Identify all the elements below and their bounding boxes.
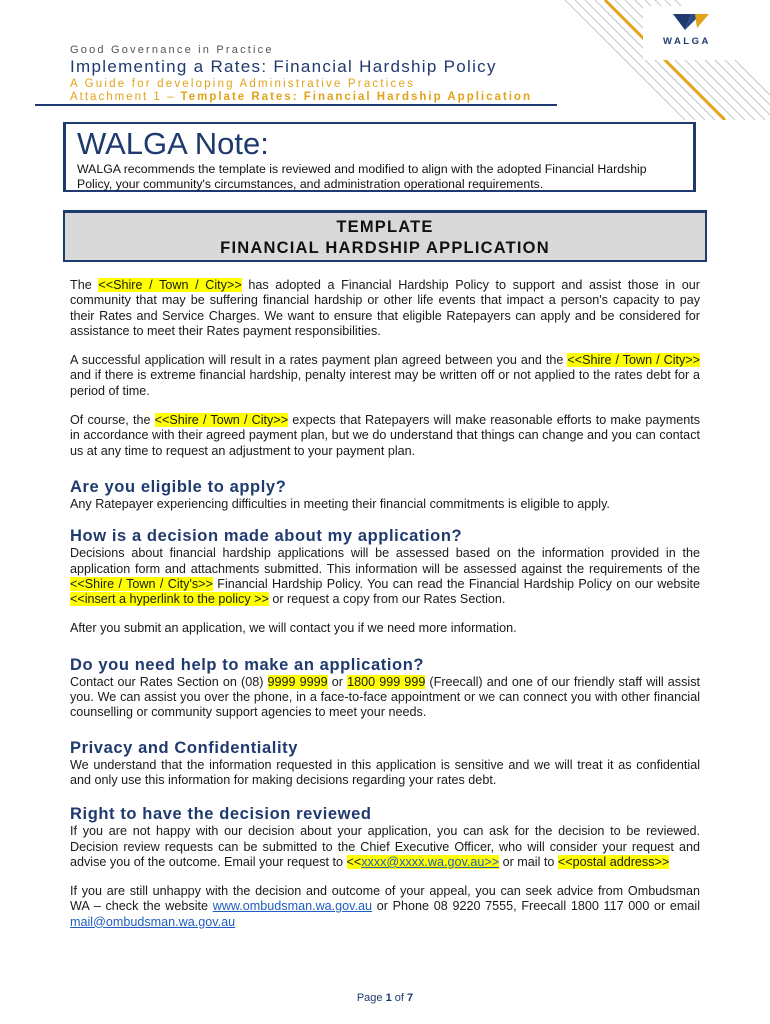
template-form-title: FINANCIAL HARDSHIP APPLICATION [220, 239, 550, 257]
header-rule [35, 104, 557, 106]
section-heading-review: Right to have the decision reviewed [70, 805, 372, 824]
section-heading-decision: How is a decision made about my application? [70, 527, 463, 546]
attachment-title: Template Rates: Financial Hardship Application [180, 91, 532, 103]
attachment-line [70, 91, 557, 103]
freecall-placeholder: 1800 999 999 [347, 674, 426, 689]
intro-paragraph-3: Of course, the <<Shire / Town / City>> expects that Ratepayers will make reasonable efforts to make payments in accordance with their agreed payment plan, but we do understand that things can change and you can contact us at any time to request an adjustment to your payment plan. [70, 413, 700, 458]
ombudsman-email-link[interactable]: mail@ombudsman.wa.gov.au [70, 914, 236, 929]
ombudsman-paragraph: If you are still unhappy with the decision and outcome of your appeal, you can seek advice from Ombudsman WA – check the website www.ombudsman.wa.gov.au or Phone 08 9220 7555, Freecall 1800 117 000 or email mail@ombudsman.wa.gov.au [70, 884, 700, 929]
main-content [70, 278, 700, 944]
policy-link-placeholder: <<insert a hyperlink to the policy >> [70, 592, 269, 607]
eligible-body: Any Ratepayer experiencing difficulties in meeting their financial commitments is eligible to apply. [70, 496, 610, 511]
section-heading-help: Do you need help to make an application? [70, 655, 425, 674]
email-placeholder: <<xxxx@xxxx.wa.gov.au>> [346, 854, 500, 869]
walga-logo-area [545, 0, 770, 120]
note-body: WALGA recommends the template is reviewed and modified to align with the adopted Financial Hardship Policy, your community's circumstances, and administration operational requirements. [77, 162, 647, 191]
intro-paragraph-2: A successful application will result in a rates payment plan agreed between you and the <<Shire / Town / City>> and if there is extreme financial hardship, penalty interest may be written off or not applied to the rates debt for a period of time. [70, 353, 700, 398]
placeholder-highlight: <<Shire / Town / City>> [567, 353, 700, 368]
decision-body: Decisions about financial hardship applications will be assessed based on the information provided in the application form and attachments submitted. This information will be assessed against the requirements of the <<Shire / Town / City's>> Financial Hardship Policy. You can read the Financial Hardship Policy on our website <<insert a hyperlink to the policy >> or request a copy from our Rates Section. [70, 546, 701, 607]
ombudsman-website-link[interactable]: www.ombudsman.wa.gov.au [212, 899, 373, 914]
intro-paragraph-1: The <<Shire / Town / City>> has adopted a Financial Hardship Policy to support and assist those in our community that may be suffering financial hardship or other life events that impact a person's capacity to pay their Rates and Service Charges. We want to ensure that eligible Ratepayers can apply and be considered for assistance to meet their Rates payment responsibilities. [70, 278, 700, 338]
template-label: TEMPLATE [336, 218, 434, 236]
placeholder-highlight: <<Shire / Town / City>> [98, 278, 242, 292]
template-title-box [63, 210, 707, 262]
privacy-body: We understand that the information requested in this application is sensitive and we will treat it as confidential and only use this information for making decisions regarding your rates debt. [70, 757, 700, 787]
phone-placeholder: 9999 9999 [267, 674, 328, 689]
placeholder-highlight: <<Shire / Town / City's>> [70, 576, 213, 591]
section-heading-eligible: Are you eligible to apply? [70, 477, 287, 496]
decorative-stripes [545, 0, 770, 120]
note-title: WALGA Note: [77, 126, 269, 161]
document-title: Implementing a Rates: Financial Hardship Policy [70, 57, 497, 76]
decision-after: After you submit an application, we will contact you if we need more information. [70, 621, 517, 636]
postal-placeholder: <<postal address>> [557, 854, 670, 869]
logo-text: WALGA [663, 36, 711, 47]
help-body: Contact our Rates Section on (08) 9999 9999 or 1800 999 999 (Freecall) and one of our friendly staff will assist you. We can assist you over the phone, in a face-to-face appointment or we can connect you with other financial counselling or community support agencies to meet your needs. [70, 674, 700, 720]
review-body: If you are not happy with our decision about your application, you can ask for the decision to be reviewed. Decision review requests can be submitted to the Chief Executive Officer, who will consider your request and advise you of the outcome. Email your request to <<xxxx@xxxx.wa.gov.au>> or mail to <<postal address>> [70, 824, 700, 869]
header-organisation: Good Governance in Practice [70, 44, 274, 56]
page-number: 1 [385, 992, 392, 1004]
attachment-prefix: Attachment 1 – [70, 91, 181, 103]
page-total: 7 [407, 992, 414, 1004]
walga-note-box [63, 122, 696, 192]
placeholder-highlight: <<Shire / Town / City>> [154, 413, 289, 428]
document-subtitle: A Guide for developing Administrative Practices [70, 78, 416, 90]
section-heading-privacy: Privacy and Confidentiality [70, 738, 299, 757]
email-link[interactable]: xxxx@xxxx.wa.gov.au>> [361, 854, 500, 869]
page-footer: Page 1 of 7 [356, 992, 414, 1004]
